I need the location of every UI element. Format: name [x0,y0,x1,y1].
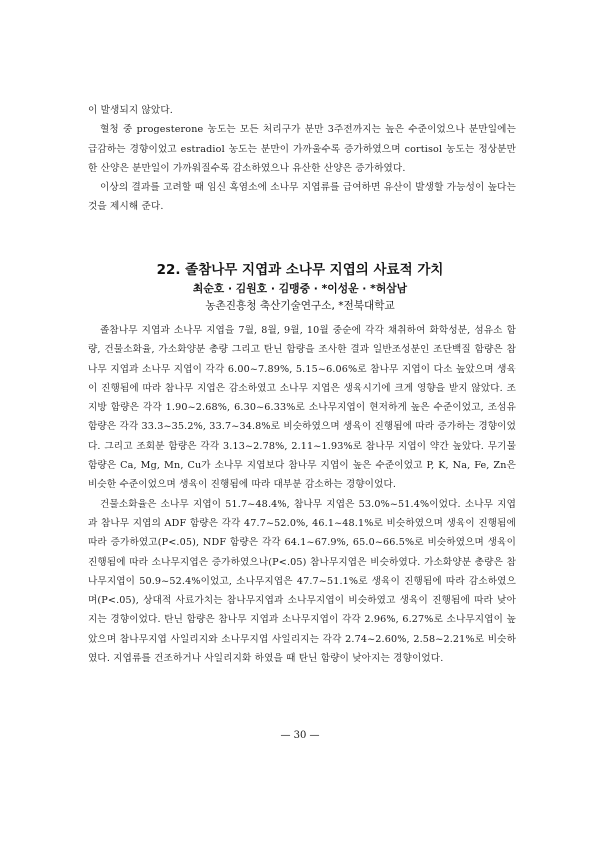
paragraph: 졸참나무 지엽과 소나무 지엽을 7월, 8월, 9월, 10월 중순에 각각 채취하여 화학성분, 섬유소 함량, 건물소화율, 가소화양분 총량 그리고 탄닌 함량을 조사한 결과 일반조성분인 조단백질 함량은 참나무 지엽과 소나무 지엽이 각각 6.00~7.89%, 5.15~6.06%로 참나무 지엽이 다소 높았으며 생육이 진행됨에 따라 참나무 지엽은 감소하였고 소나무 지엽은 생육시기에 크게 영향을 받지 않았다. 조지방 함량은 각각 1.90~2.68%, 6.30~6.33%로 소나무지엽이 현저하게 높은 수준이었고, 조섬유 함량은 각각 33.3~35.2%, 33.7~34.8%로 비슷하였으며 생육이 진행됨에 따라 증가하는 경향이었다. 그리고 조회분 함량은 각각 3.13~2.78%, 2.11~1.93%로 참나무 지엽이 약간 높았다. 무기물 함량은 Ca, Mg, Mn, Cu가 소나무 지엽보다 참나무 지엽이 높은 수준이었고 P, K, Na, Fe, Zn은 비슷한 수준이었으며 생육이 진행됨에 따라 대부분 감소하는 경향이었다. [88,325,516,491]
author-list: 최순호 · 김원호 · 김맹중 · *이성운 · *허삼남 [192,282,408,295]
paragraph: 건물소화율은 소나무 지엽이 51.7~48.4%, 참나무 지엽은 53.0%~51.4%이었다. 소나무 지엽과 참나무 지엽의 ADF 함량은 각각 47.7~52.0%, 46.1~48.1%로 비슷하였으며 생육이 진행됨에 따라 증가하였고(P<.05), NDF 함량은 각각 64.1~67.9%, 65.0~66.5%로 비슷하였으며 생육이 진행됨에 따라 소나무지엽은 증가하였으나(P<.05) 참나무지엽은 비슷하였다. 가소화양분 총량은 참나무지엽이 50.9~52.4%이었고, 소나무지엽은 47.7~51.1%로 생육이 진행됨에 따라 감소하였으며(P<.05), 상대적 사료가치는 참나무지엽과 소나무지엽이 비슷하였고 생육이 진행됨에 따라 낮아지는 경향이었다. 탄닌 함량은 참나무 지엽과 소나무지엽이 각각 2.96%, 6.27%로 소나무지엽이 높았으며 참나무지엽 사일리지와 소나무지엽 사일리지는 각각 2.74~2.60%, 2.58~2.21%로 비슷하였다. 지엽류를 건조하거나 사일리지화 하였을 때 탄닌 함량이 낮아지는 경향이었다. [88,498,516,665]
paragraph: 이 발생되지 않았다. [88,105,173,116]
abstract-body [88,321,516,668]
paragraph: 혈청 중 progesterone 농도는 모든 처리구가 분만 3주전까지는 높은 수준이었으나 분만일에는 급감하는 경향이었고 estradiol 농도는 분만이 가까울수록 증가하였으며 cortisol 농도는 정상분만한 산양은 분만일이 가까워질수록 감소하였으나 유산한 산양은 증가하였다. [88,124,516,174]
previous-abstract-tail [88,101,516,217]
paragraph: 이상의 결과를 고려할 때 임신 흑염소에 소나무 지엽류를 급여하면 유산이 발생할 가능성이 높다는 것을 제시해 준다. [88,182,516,213]
article-title: 22. 졸참나무 지엽과 소나무 지엽의 사료적 가치 [156,262,444,278]
page-number: — 30 — [280,730,320,741]
affiliation: 농촌진흥청 축산기술연구소, *전북대학교 [205,300,395,312]
